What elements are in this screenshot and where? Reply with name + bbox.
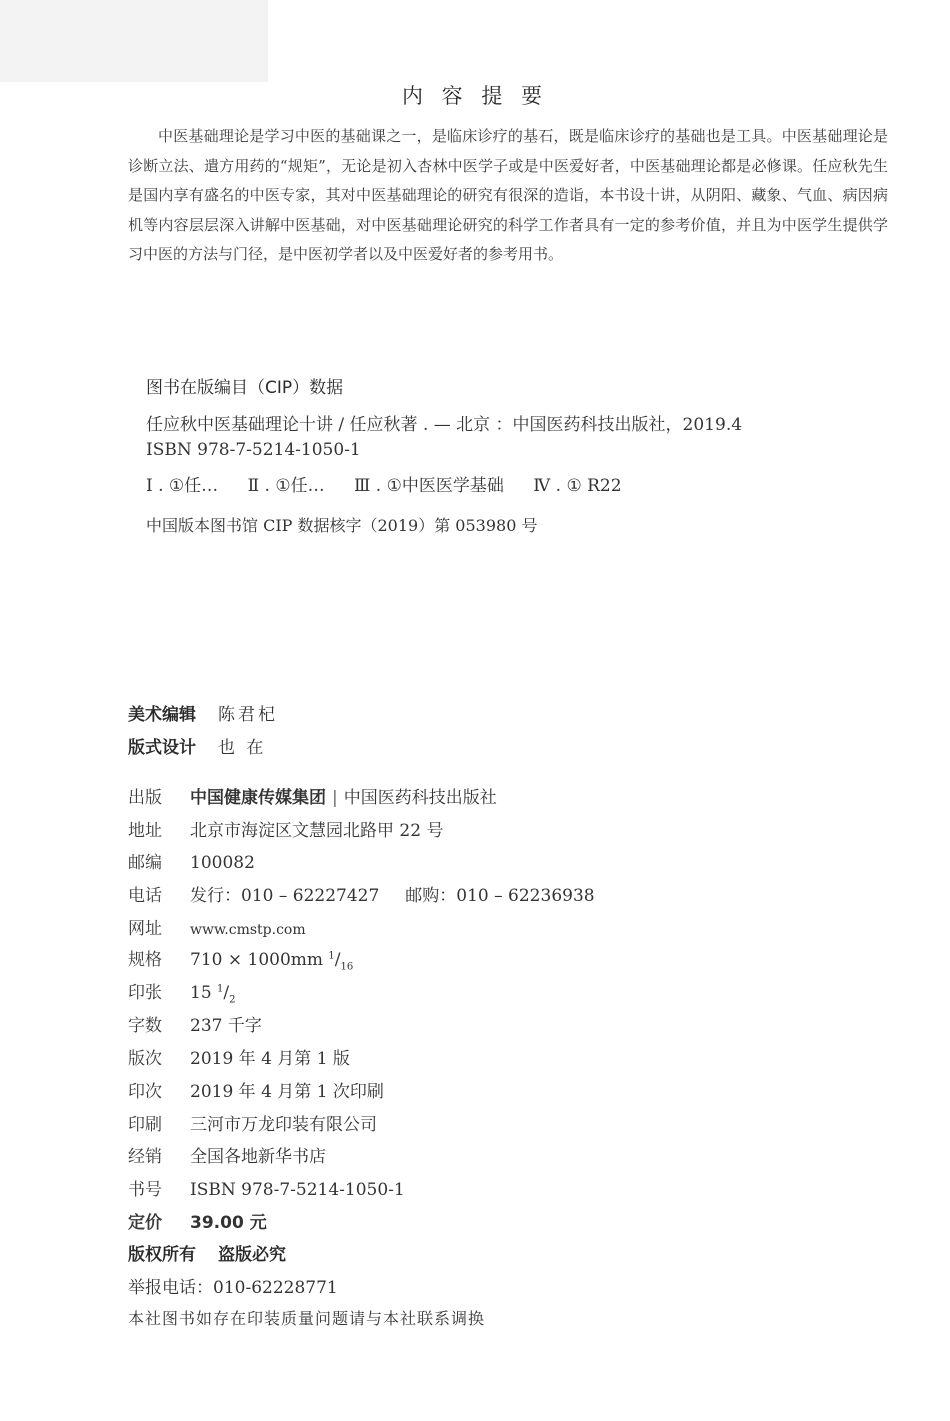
cip-note: 中国版本图书馆 CIP 数据核字（2019）第 053980 号 xyxy=(146,516,538,535)
cip-class-4: Ⅳ . ① R22 xyxy=(533,476,622,496)
book-number-label: 书号 xyxy=(128,1180,162,1200)
printing-label: 印次 xyxy=(128,1082,162,1102)
edition-value: 2019 年 4 月第 1 版 xyxy=(190,1049,350,1069)
edition-row xyxy=(128,1044,350,1069)
format-frac-num: 1 xyxy=(328,950,335,962)
postcode-row xyxy=(128,848,255,873)
publisher-name: 中国医药科技出版社 xyxy=(343,788,497,808)
format-label: 规格 xyxy=(128,950,162,970)
sheets-label: 印张 xyxy=(128,983,162,1003)
website-value: www.cmstp.com xyxy=(190,922,306,938)
publisher-separator: | xyxy=(332,788,338,808)
format-value: 710 × 1000mm xyxy=(190,950,324,970)
distributor-label: 经销 xyxy=(128,1147,162,1167)
summary-title: 内 容 提 要 xyxy=(401,84,549,108)
format-fraction: $^1/_{16}$ xyxy=(328,950,354,973)
word-count-row xyxy=(128,1011,262,1036)
sheets-fraction: $^1/_2$ xyxy=(217,983,236,1006)
art-editor-value: 陈君杞 xyxy=(218,705,278,725)
phone-sales: 发行：010 – 62227427 xyxy=(190,886,380,906)
phone-label: 电话 xyxy=(128,886,162,906)
piracy-notice: 盗版必究 xyxy=(218,1245,286,1265)
format-row xyxy=(128,945,353,972)
sheets-row xyxy=(128,978,236,1005)
report-phone: 举报电话：010-62228771 xyxy=(128,1278,338,1298)
printing-value: 2019 年 4 月第 1 次印刷 xyxy=(190,1082,384,1102)
address-row xyxy=(128,816,443,841)
word-count-value: 237 千字 xyxy=(190,1016,262,1036)
art-editor-row xyxy=(128,700,278,725)
word-count-label: 字数 xyxy=(128,1016,162,1036)
cip-classification xyxy=(146,471,646,496)
postcode-label: 邮编 xyxy=(128,853,162,873)
quality-note: 本社图书如存在印装质量问题请与本社联系调换 xyxy=(128,1309,486,1328)
distributor-value: 全国各地新华书店 xyxy=(190,1147,326,1167)
art-editor-label: 美术编辑 xyxy=(128,705,196,725)
printing-row xyxy=(128,1077,384,1102)
price-value: 39.00 元 xyxy=(190,1213,267,1233)
copyright-notice: 版权所有 xyxy=(128,1245,196,1265)
price-label: 定价 xyxy=(128,1213,162,1233)
layout-designer-row xyxy=(128,733,266,758)
distributor-row xyxy=(128,1142,326,1167)
printer-row xyxy=(128,1110,377,1135)
book-number-row xyxy=(128,1175,405,1200)
book-number-value: ISBN 978-7-5214-1050-1 xyxy=(190,1180,405,1200)
cip-heading: 图书在版编目（CIP）数据 xyxy=(146,378,344,398)
sheets-frac-num: 1 xyxy=(217,983,224,995)
layout-designer-value: 也 在 xyxy=(218,738,267,758)
cip-entry: 任应秋中医基础理论十讲 / 任应秋著 . — 北京 ：中国医药科技出版社，2019.4 xyxy=(146,415,743,435)
address-value: 北京市海淀区文慧园北路甲 22 号 xyxy=(190,821,444,841)
cip-class-1: Ⅰ . ①任… xyxy=(146,476,219,496)
sheets-frac-den: 2 xyxy=(229,994,236,1006)
cip-class-2: Ⅱ . ①任… xyxy=(247,476,325,496)
publisher-label: 出版 xyxy=(128,788,162,808)
website-label: 网址 xyxy=(128,919,162,939)
layout-designer-label: 版式设计 xyxy=(128,738,196,758)
summary-text: 中医基础理论是学习中医的基础课之一，是临床诊疗的基石，既是临床诊疗的基础也是工具。中医基础理论是诊断立法、遣方用药的“规矩”，无论是初入杏林中医学子或是中医爱好者，中医基础理论都是必修课。任应秋先生是国内享有盛名的中医专家，其对中医基础理论的研究有很深的造诣，本书设十讲，从阴阳、藏象、气血、病因病机等内容层层深入讲解中医基础，对中医基础理论研究的科学工作者具有一定的参考价值，并且为中医学生提供学习中医的方法与门径，是中医初学者以及中医爱好者的参考用书。 xyxy=(128,127,888,263)
printer-label: 印刷 xyxy=(128,1115,162,1135)
format-frac-den: 16 xyxy=(340,961,354,973)
price-row xyxy=(128,1208,267,1233)
phone-mail-order: 邮购：010 – 62236938 xyxy=(405,886,595,906)
address-label: 地址 xyxy=(128,821,162,841)
phone-row xyxy=(128,881,595,906)
sheets-value: 15 xyxy=(190,983,212,1003)
website-row xyxy=(128,914,306,939)
printer-value: 三河市万龙印装有限公司 xyxy=(190,1115,377,1135)
cip-isbn: ISBN 978-7-5214-1050-1 xyxy=(146,440,361,460)
publisher-group: 中国健康传媒集团 xyxy=(190,788,326,808)
cip-class-3: Ⅲ . ①中医医学基础 xyxy=(354,476,504,496)
scan-shade xyxy=(0,0,268,82)
publisher-row xyxy=(128,783,497,808)
postcode-value: 100082 xyxy=(190,853,255,873)
edition-label: 版次 xyxy=(128,1049,162,1069)
copyright-row xyxy=(128,1240,286,1265)
